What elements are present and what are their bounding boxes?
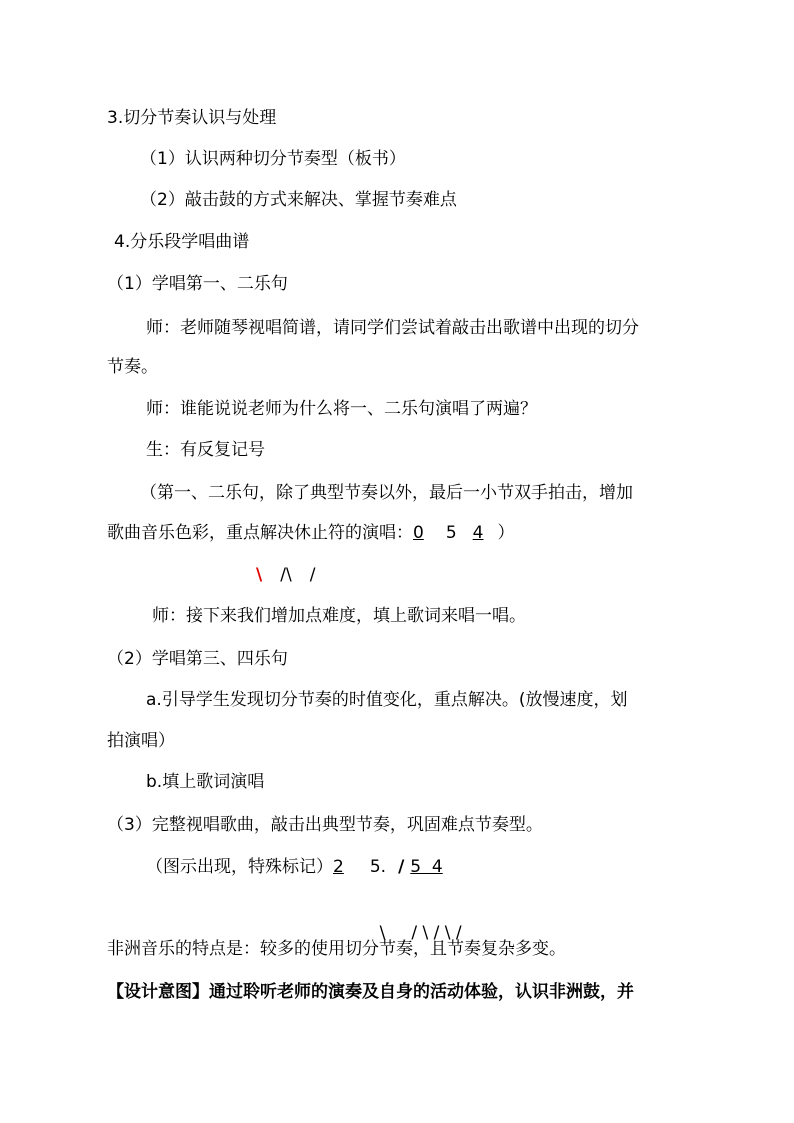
paragraph: （3）完整视唱歌曲，敲击出典型节奏，巩固难点节奏型。 [107,815,543,835]
rhythm-mark: \ [379,923,386,943]
paragraph-text: 歌曲音乐色彩，重点解决休止符的演唱： [107,523,413,543]
paragraph: b.填上歌词演唱 [146,772,265,792]
paragraph: a.引导学生发现切分节奏的时值变化，重点解决。(放慢速度，划 [146,690,628,710]
slash-mark: / [398,857,405,877]
note-5-dot: 5. [369,857,387,877]
rhythm-mark: / \ / \ / [411,923,462,943]
note-0: 0 [413,523,424,543]
paragraph: （2）敲击鼓的方式来解决、掌握节奏难点 [140,190,457,210]
paragraph: 非洲音乐的特点是：较多的使用切分节奏，且节奏复杂多变。 [107,939,566,959]
rhythm-mark-red: \ [256,565,263,585]
paragraph: （1）认识两种切分节奏型（板书） [140,149,406,169]
paragraph-with-notation [146,855,455,879]
rhythm-mark: / [309,565,316,585]
paragraph: （第一、二乐句，除了典型节奏以外，最后一小节双手拍击，增加 [140,483,633,503]
paragraph: 师：谁能说说老师为什么将一、二乐句演唱了两遍？ [146,399,537,419]
design-intent: 【设计意图】通过聆听老师的演奏及自身的活动体验，认识非洲鼓，并 [107,982,634,1002]
note-4: 4 [472,523,484,543]
section-heading-4: 4.分乐段学唱曲谱 [114,232,250,252]
paragraph: 师：老师随琴视唱简谱，请同学们尝试着敲击出歌谱中出现的切分 [146,318,639,338]
section-heading-3: 3.切分节奏认识与处理 [107,108,277,128]
close-paren: ） [497,523,515,543]
notes-5-4: 5 4 [410,857,443,877]
paragraph: （1）学唱第一、二乐句 [107,274,288,294]
rhythm-mark: /\ [280,565,292,585]
paragraph-text: （图示出现，特殊标记） [146,857,333,877]
note-5: 5 [445,523,457,543]
note-2: 2 [333,857,344,877]
rhythm-marks [256,563,315,587]
paragraph-with-notation [107,521,514,545]
paragraph: 师：接下来我们增加点难度，填上歌词来唱一唱。 [152,606,526,626]
paragraph: 节奏。 [107,357,158,377]
paragraph: （2）学唱第三、四乐句 [107,649,288,669]
paragraph: 生：有反复记号 [146,440,265,460]
paragraph: 拍演唱） [107,731,175,751]
